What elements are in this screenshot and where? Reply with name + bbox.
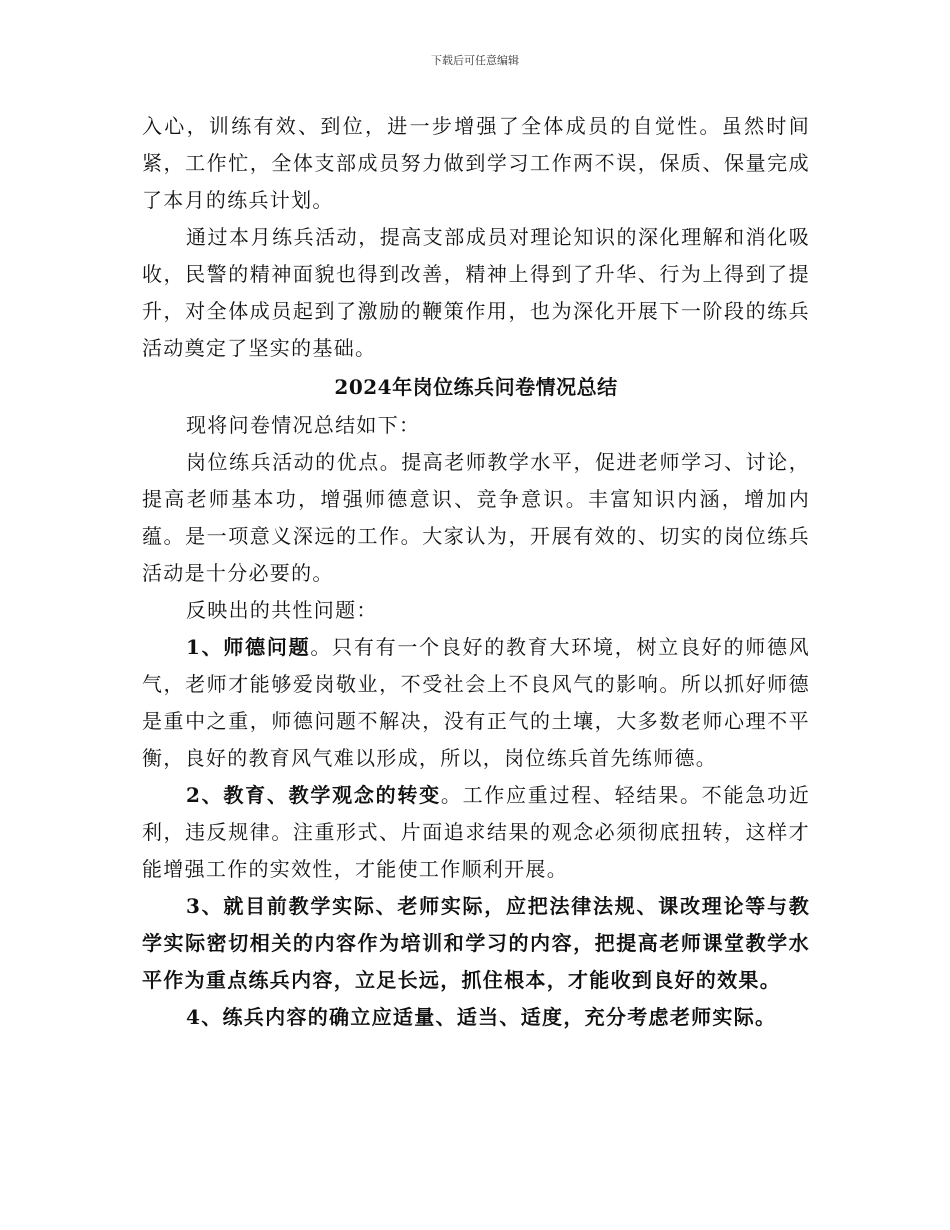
paragraph-problems-intro: 反映出的共性问题： [186, 598, 378, 622]
problem-item-1 [142, 629, 810, 777]
problem-item-2-body: 。工作应重过程、轻结果。不能急功近利，违反规律。注重形式、片面追求结果的观念必须彻底扭转，这样才能增强工作的实效性，才能使工作顺利开展。 [142, 783, 810, 881]
problem-item-2 [142, 777, 810, 888]
problem-item-1-body: 。只有有一个良好的教育大环境，树立良好的师德风气，老师才能够爱岗敬业，不受社会上不良风气的影响。所以抓好师德是重中之重，师德问题不解决，没有正气的土壤，大多数老师心理不平衡，良好的教育风气难以形成，所以，岗位练兵首先练师德。 [142, 635, 810, 770]
problem-item-3: 3、就目前教学实际、老师实际，应把法律法规、课改理论等与教学实际密切相关的内容作为培训和学习的内容，把提高老师课堂教学水平作为重点练兵内容，立足长远，抓住根本，才能收到良好的效果。 [142, 894, 810, 992]
section-title: 2024年岗位练兵问卷情况总结 [334, 375, 618, 399]
problem-item-2-heading: 2、教育、教学观念的转变 [186, 783, 441, 807]
paragraph-conclusion: 通过本月练兵活动，提高支部成员对理论知识的深化理解和消化吸收，民警的精神面貌也得到改善，精神上得到了升华、行为上得到了提升，对全体成员起到了激励的鞭策作用，也为深化开展下一阶段的练兵活动奠定了坚实的基础。 [142, 225, 810, 360]
page-header: 下载后可任意编辑 [431, 54, 519, 67]
document-body [142, 108, 810, 1036]
problem-item-1-heading: 1、师德问题 [186, 635, 311, 659]
paragraph-advantages: 岗位练兵活动的优点。提高老师教学水平，促进老师学习、讨论，提高老师基本功，增强师德意识、竞争意识。丰富知识内涵，增加内蕴。是一项意义深远的工作。大家认为，开展有效的、切实的岗位练兵活动是十分必要的。 [142, 450, 810, 585]
problem-item-4: 4、练兵内容的确立应适量、适当、适度，充分考虑老师实际。 [186, 1005, 777, 1029]
paragraph-summary-intro: 现将问卷情况总结如下： [186, 413, 421, 437]
paragraph-continuation: 入心，训练有效、到位，进一步增强了全体成员的自觉性。虽然时间紧，工作忙，全体支部成员努力做到学习工作两不误，保质、保量完成了本月的练兵计划。 [142, 114, 810, 212]
